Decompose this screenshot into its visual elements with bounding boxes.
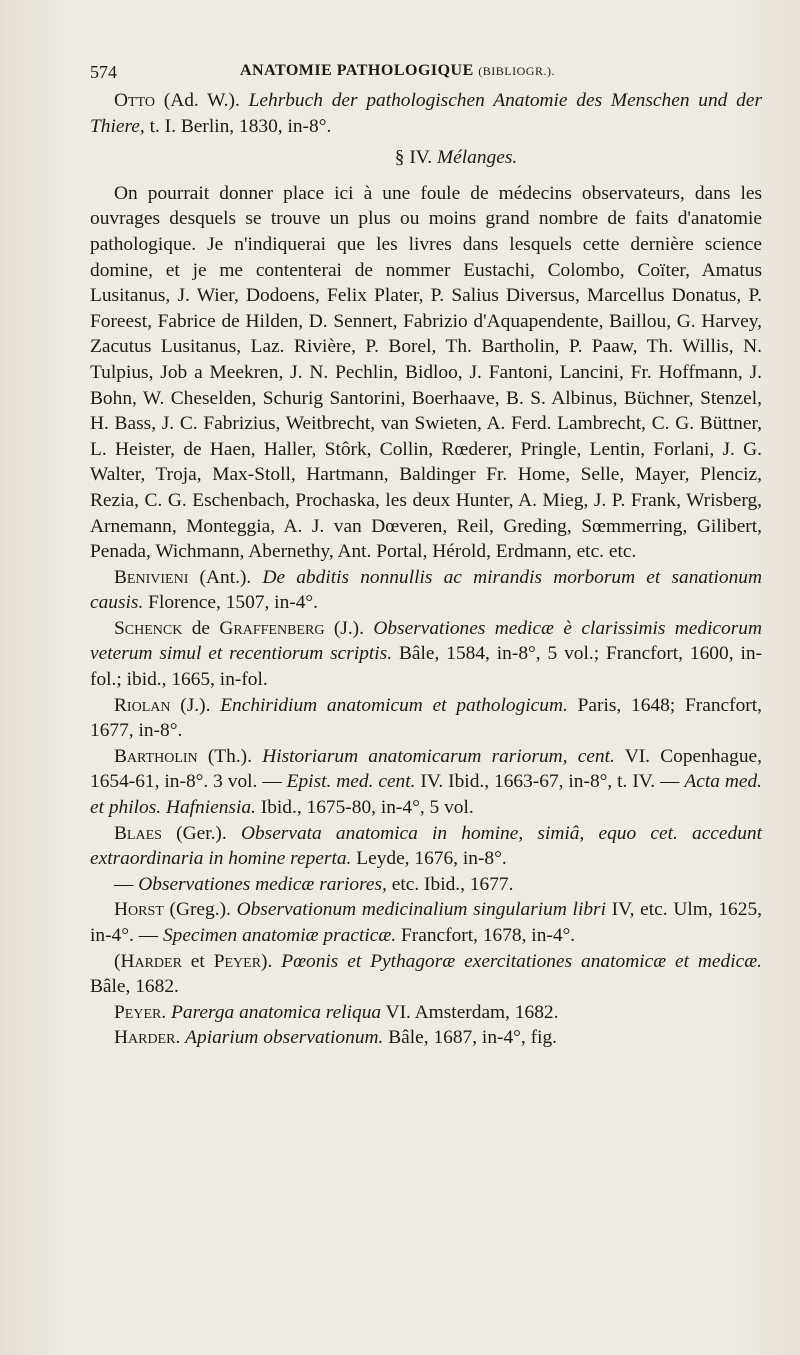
entry-author-second: Graffenberg <box>219 617 325 639</box>
entry-title-second: Specimen anatomiæ practicæ. <box>162 925 397 946</box>
entry-author-third: Peyer <box>213 950 262 972</box>
running-title-main: ANATOMIE PATHOLOGIQUE <box>240 62 474 79</box>
entry-author: Bartholin <box>114 745 198 767</box>
bibliography-entry <box>90 744 762 821</box>
entry-title: Apiarium observationum. <box>185 1027 384 1049</box>
running-title <box>240 62 555 80</box>
entry-title-third: Acta med. et philos. Hafniensia. <box>90 771 762 819</box>
entry-author-second: Harder <box>120 950 182 972</box>
entry-publication: Bâle, 1687, in-4°, fig. <box>383 1027 558 1049</box>
bibliography-entry <box>90 949 762 1000</box>
entry-author-rest: . <box>161 1001 172 1023</box>
entry-author-rest: (Th.). <box>197 745 263 767</box>
entry-title: Lehrbuch der pathologischen Anatomie des Menschen und der Thiere <box>90 90 762 137</box>
entry-publication: Bâle, 1682. <box>90 976 179 998</box>
entry-author: Horst <box>114 899 164 921</box>
entry-title-second: Epist. med. cent. <box>286 771 416 793</box>
page-number: 574 <box>90 62 117 82</box>
entry-author-rest: — <box>114 873 139 895</box>
entry-author-third-rest: ). <box>261 950 282 972</box>
entry-author-rest: (Greg.). <box>163 899 237 921</box>
entry-author-rest: (Ger.). <box>161 822 241 844</box>
entry-title: De abditis nonnullis ac mirandis morborum et sanationum causis. <box>90 566 762 614</box>
entry-title: Observationum medicinalium singularium libri <box>236 899 606 921</box>
entry-publication: Florence, 1507, in-4°. <box>143 592 319 614</box>
entry-publication: Bâle, 1584, in-8°, 5 vol.; Francfort, 1600, in-fol.; ibid., 1665, in-fol. <box>90 643 762 691</box>
entry-title: Parerga anatomica reliqua <box>171 1001 382 1023</box>
section-number: § IV. <box>394 147 437 169</box>
bibliography-entry <box>90 565 762 616</box>
running-title-paren: (BIBLIOGR.). <box>478 64 555 78</box>
entry-author: Blaes <box>114 822 162 844</box>
entry-title: Historiarum anatomicarum rariorum, cent. <box>262 745 615 767</box>
entry-title: Enchiridium anatomicum et pathologicum. <box>220 694 568 716</box>
entry-author: Benivieni <box>114 566 189 588</box>
entry-author: Riolan <box>114 694 171 716</box>
entry-author-second-rest: (J.). <box>324 617 374 639</box>
entry-title: Pœonis et Pythagoræ exercitationes anatomicæ et medicæ. <box>281 950 762 972</box>
body-text <box>90 88 762 1051</box>
entry-author-rest: de <box>182 617 220 639</box>
entry-publication-second: Francfort, 1678, in-4°. <box>396 925 576 946</box>
entry-author-rest: ( <box>114 950 121 972</box>
entry-title: Observata anatomica in homine, simiâ, equo cet. accedunt extraordinaria in homine reperta. <box>90 822 762 870</box>
entry-publication: VI. Copenhague, 1654-61, in-8°. 3 vol. — <box>90 745 762 793</box>
entry-publication: etc. Ibid., 1677. <box>386 873 514 895</box>
bibliography-entry <box>90 821 762 872</box>
section-heading <box>90 145 762 171</box>
bibliography-entry <box>90 1000 762 1026</box>
section-title: Mélanges. <box>436 147 518 169</box>
entry-author: Schenck <box>114 617 183 639</box>
bibliography-entry <box>90 1025 762 1051</box>
entry-author: Otto <box>114 90 155 111</box>
bibliography-entry <box>90 88 762 139</box>
intro-paragraph: On pourrait donner place ici à une foule de médecins observateurs, dans les ouvrages desquels se trouve un plus ou moins grand nombre de faits d'anatomie pathologique. Je n'indiquerai que les livres dans lesquels cette dernière science domine, et je me contenterai de nommer Eustachi, Colombo, Coïter, Amatus Lusitanus, J. Wier, Dodoens, Felix Plater, P. Salius Diversus, Marcellus Donatus, P. Foreest, Fabrice de Hilden, D. Sennert, Fabrizio d'Aquapendente, Baillou, G. Harvey, Zacutus Lusitanus, Laz. Rivière, P. Borel, Th. Bartholin, P. Paaw, Th. Willis, N. Tulpius, Job a Meekren, J. N. Pechlin, Bidloo, J. Fantoni, Lancini, Fr. Hoffmann, J. Bohn, W. Cheselden, Schurig Santorini, Boerhaave, B. S. Albinus, Büchner, Stenzel, H. Bass, J. C. Fabrizius, Weitbrecht, van Swieten, A. Ferd. Lambrecht, C. G. Büttner, L. Heister, de Haen, Haller, Stôrk, Collin, Rœderer, Pringle, Lentin, Forlani, J. G. Walter, Troja, Max-Stoll, Hartmann, Baldinger Fr. Home, Selle, Mayer, Plenciz, Rezia, C. G. Eschenbach, Prochaska, les deux Hunter, A. Mieg, J. P. Frank, Wrisberg, Arnemann, Monteggia, A. J. van Dœveren, Reil, Greding, Sœmmerring, Gilibert, Penada, Wichmann, Abernethy, Ant. Portal, Hérold, Erdmann, etc. etc. <box>90 182 762 563</box>
entry-author-rest: (Ad. W.). <box>154 90 249 111</box>
running-head <box>90 0 762 88</box>
entry-publication-third: Ibid., 1675-80, in-4°, 5 vol. <box>255 797 474 819</box>
entry-author-rest: . <box>175 1027 186 1049</box>
entry-author: Harder <box>114 1027 176 1049</box>
entry-publication: IV, etc. Ulm, 1625, in-4°. — <box>90 899 762 946</box>
entry-author: Peyer <box>114 1001 162 1023</box>
bibliography-entry <box>90 872 762 898</box>
entry-publication: VI. Amsterdam, 1682. <box>381 1001 559 1023</box>
bibliography-entry <box>90 616 762 693</box>
entry-publication-second: IV. Ibid., 1663-67, in-8°, t. IV. — <box>415 771 685 793</box>
bibliography-entry <box>90 897 762 948</box>
bibliography-entry <box>90 693 762 744</box>
entry-title: Observationes medicæ è clarissimis medicorum veterum simul et recentiorum scriptis. <box>90 617 763 665</box>
entry-author-rest: (Ant.). <box>188 566 263 588</box>
entry-author-rest: (J.). <box>170 694 221 716</box>
entry-publication: Leyde, 1676, in-8°. <box>351 848 507 870</box>
entry-publication: , t. I. Berlin, 1830, in-8°. <box>139 115 332 137</box>
entry-title: Observationes medicæ rariores, <box>138 873 387 895</box>
entry-author-second-rest: et <box>181 950 214 972</box>
entry-publication: Paris, 1648; Francfort, 1677, in-8°. <box>90 694 762 742</box>
